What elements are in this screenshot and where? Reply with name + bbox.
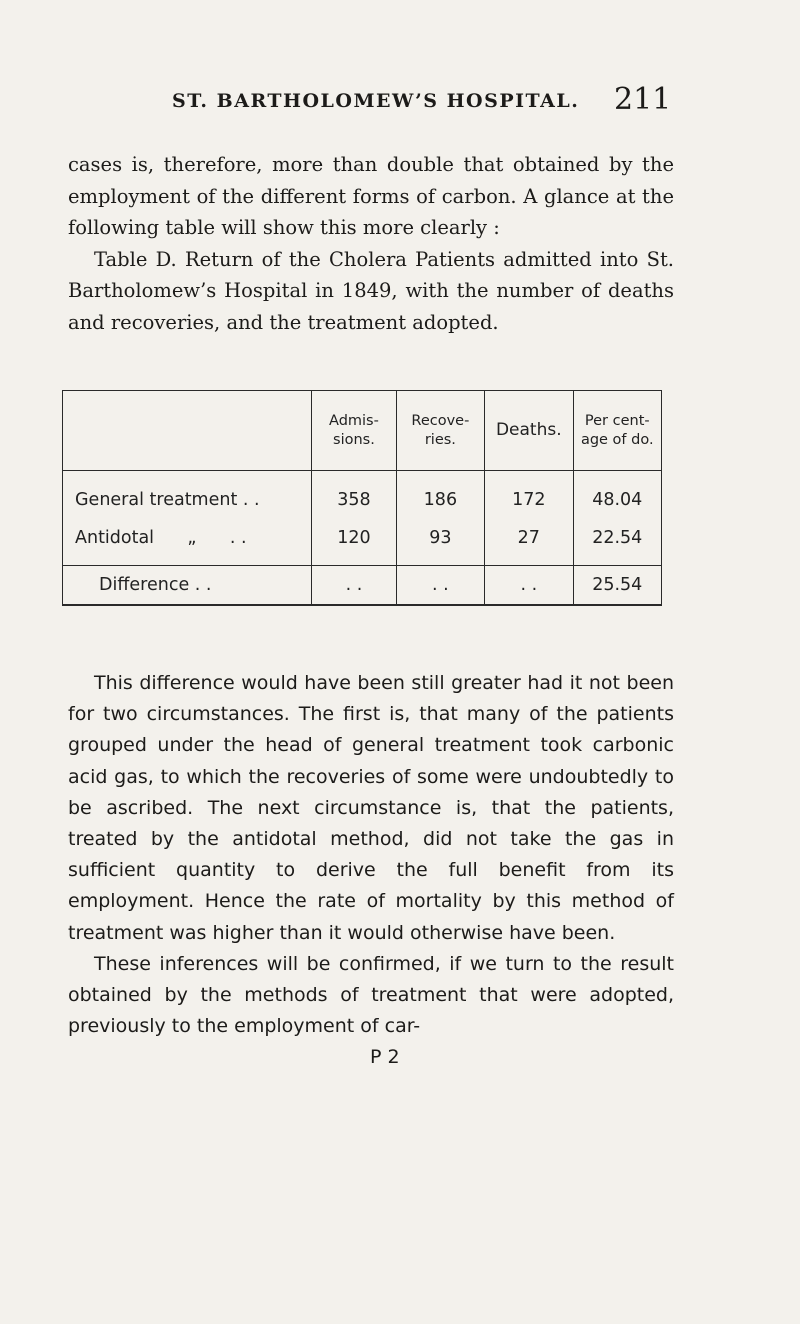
- cell-admissions: 120: [312, 519, 396, 566]
- page-number: 211: [614, 82, 672, 117]
- header-cell-blank: [63, 391, 312, 471]
- table-row-antidotal: [63, 519, 662, 566]
- header-cell-deaths: Deaths.: [485, 391, 573, 471]
- cell-percentage: 48.04: [573, 471, 661, 520]
- cell-percentage: 25.54: [573, 566, 661, 606]
- cell-recoveries: . .: [396, 566, 484, 606]
- cell-deaths: 27: [485, 519, 573, 566]
- row-label: General treatment . .: [63, 471, 312, 520]
- header-cell-admissions: [312, 391, 396, 471]
- cell-admissions: . .: [312, 566, 396, 606]
- body-text-bottom: [68, 668, 674, 1074]
- running-head: [0, 82, 800, 122]
- row-label: Difference . .: [63, 566, 312, 606]
- table-header-row: [63, 391, 662, 471]
- header-cell-recoveries: [396, 391, 484, 471]
- cell-recoveries: 93: [396, 519, 484, 566]
- cell-deaths: 172: [485, 471, 573, 520]
- paragraph: This difference would have been still greater had it not been for two circumstances. The first is, that many of the patients grouped under the head of general treatment took carbonic acid gas, to which the recoveries of some were undoubtedly to be ascribed. The next circumstance is, that the patients, treated by the antidotal method, did not take the gas in sufficient quantity to derive the full benefit from its employment. Hence the rate of mortality by this method of treatment was higher than it would otherwise have been.: [68, 672, 674, 944]
- header-percentage-line2: age of do.: [580, 431, 654, 448]
- cell-admissions: 358: [312, 471, 396, 520]
- table-row-difference: [63, 566, 662, 606]
- running-title: ST. BARTHOLOMEW’S HOSPITAL.: [172, 90, 580, 112]
- cell-deaths: . .: [485, 566, 573, 606]
- table-caption: Table D. Return of the Cholera Patients admitted into St. Bartholomew’s Hospital in 1849, with the number of deaths and recoveries, and the treatment adopted.: [68, 247, 674, 334]
- header-percentage-line1: Per cent-: [584, 412, 650, 429]
- cholera-returns-table: [62, 390, 662, 606]
- header-admissions-line1: Admis-: [329, 412, 379, 429]
- body-text-top: [68, 149, 674, 338]
- cell-recoveries: 186: [396, 471, 484, 520]
- table-row-general-treatment: [63, 471, 662, 520]
- header-recoveries-line2: ries.: [424, 431, 456, 448]
- signature-mark: P 2: [370, 1046, 400, 1069]
- header-admissions-line2: sions.: [333, 431, 375, 448]
- paragraph: cases is, therefore, more than double that obtained by the employment of the different forms of carbon. A glance at the following table will show this more clearly :: [68, 153, 674, 239]
- header-recoveries-line1: Recove-: [411, 412, 470, 429]
- header-cell-percentage: [573, 391, 661, 471]
- row-label: Antidotal „ . .: [63, 519, 312, 566]
- cell-percentage: 22.54: [573, 519, 661, 566]
- paragraph: These inferences will be confirmed, if we turn to the result obtained by the methods of treatment that were adopted, previously to the employment of car-: [68, 952, 674, 1038]
